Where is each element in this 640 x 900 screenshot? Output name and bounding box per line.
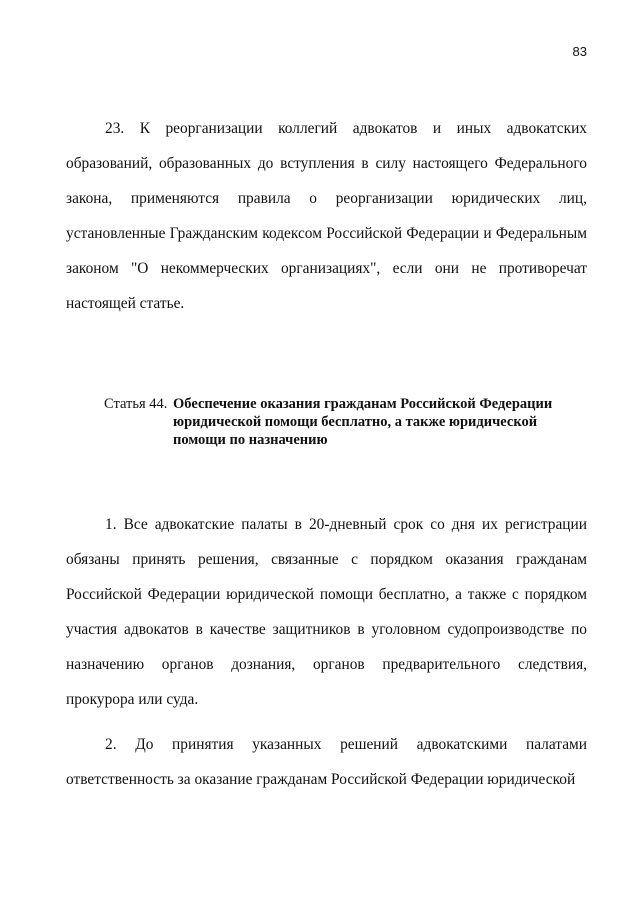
article-label: Статья 44. [104,396,168,412]
article-title: Обеспечение оказания гражданам Российской Федерации юридической помощи бесплатно, а также юридической помощи по назначению [173,396,553,448]
article-heading [104,395,574,449]
paragraph-2: 2. До принятия указанных решений адвокатскими палатами ответственность за оказание гражданам Российской Федерации юридической [66,736,587,788]
article-44-body [66,507,587,797]
paragraph-23-block [66,111,587,321]
paragraph-23: 23. К реорганизации коллегий адвокатов и иных адвокатских образований, образованных до вступления в силу настоящего Федерального закона, применяются правила о реорганизации юридических лиц, установленные Гражданским кодексом Российской Федерации и Федеральным законом "О некоммерческих организациях", если они не противоречат настоящей статье. [66,120,587,312]
paragraph-1: 1. Все адвокатские палаты в 20-дневный срок со дня их регистрации обязаны принять решения, связанные с порядком оказания гражданам Российской Федерации юридической помощи бесплатно, а также с порядком участия адвокатов в качестве защитников в уголовном судопроизводстве по назначению органов дознания, органов предварительного следствия, прокурора или суда. [66,516,587,708]
page-number: 83 [572,44,587,59]
